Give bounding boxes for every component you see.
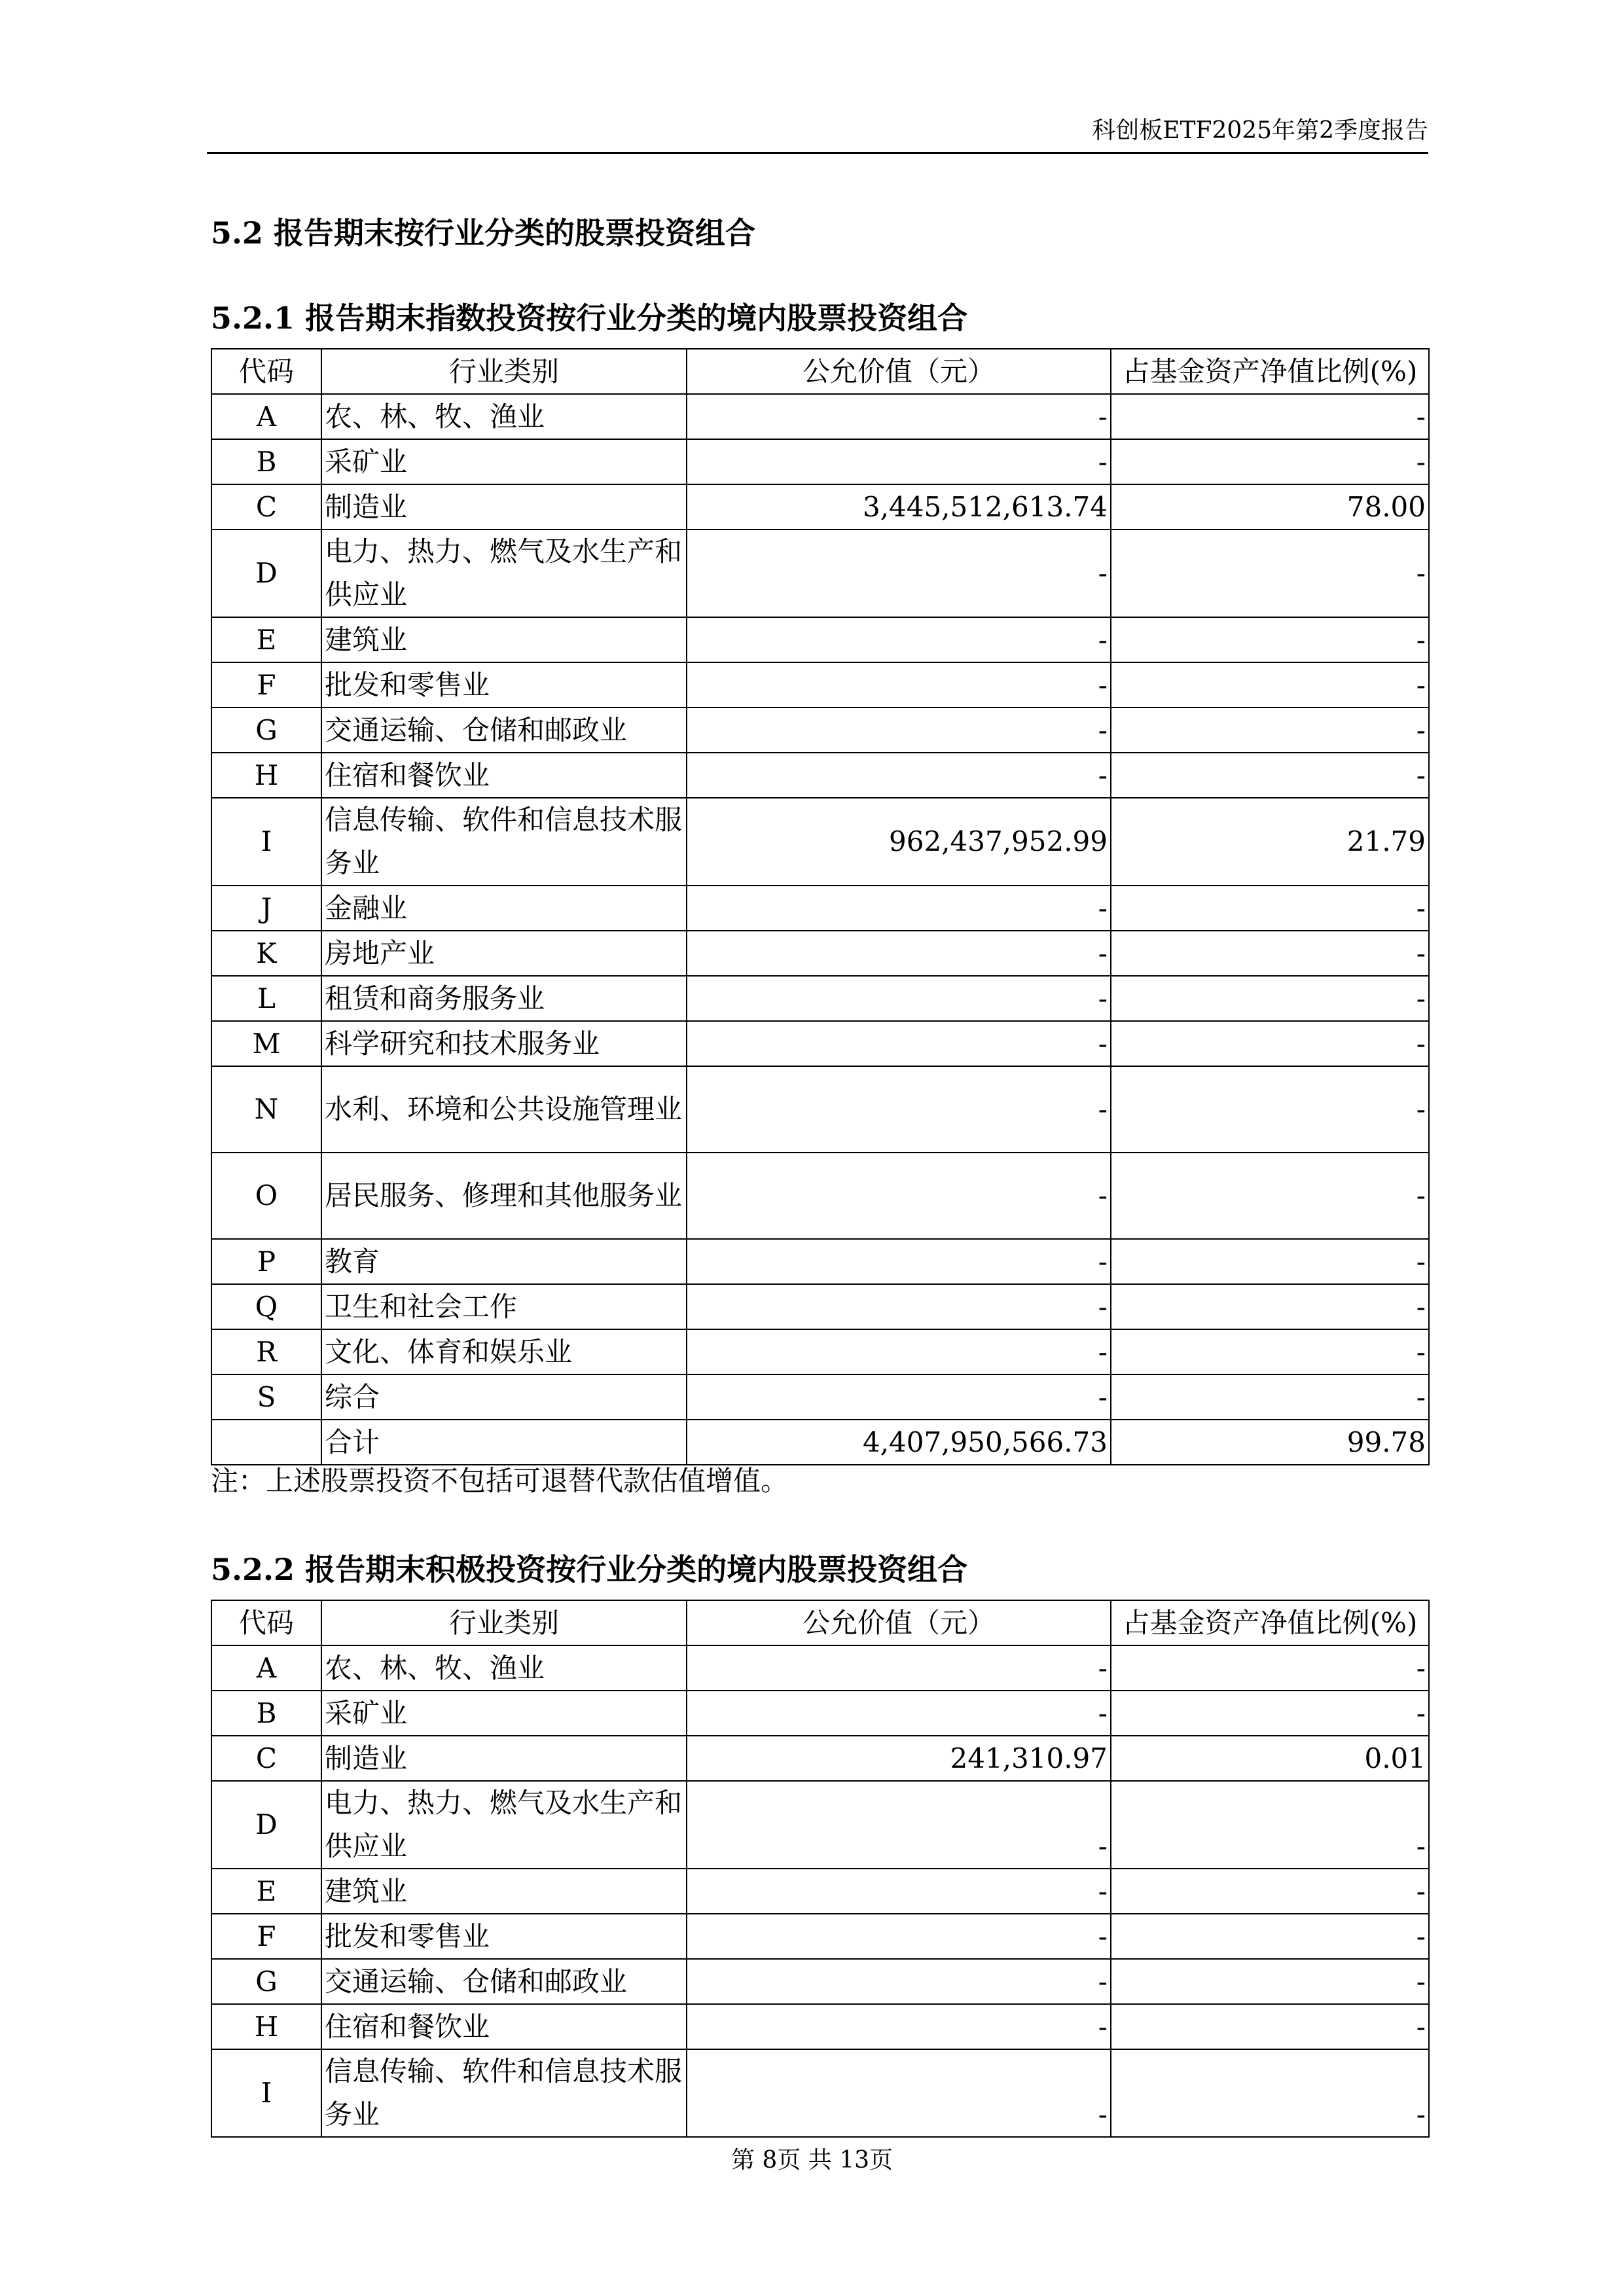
industry-code: E [211,1869,321,1914]
fair-value: - [687,394,1111,439]
nav-ratio: - [1111,1691,1429,1736]
fair-value: - [687,439,1111,484]
industry-code: C [211,484,321,529]
nav-ratio: - [1111,1153,1429,1239]
industry-code: S [211,1374,321,1420]
nav-ratio: - [1111,2049,1429,2137]
fair-value: - [687,1645,1111,1691]
nav-ratio: - [1111,1329,1429,1374]
table-row [211,1066,1429,1153]
fair-value: - [687,1959,1111,2004]
fair-value: - [687,529,1111,617]
nav-ratio: - [1111,1959,1429,2004]
fair-value: - [687,1869,1111,1914]
industry-code: D [211,1781,321,1869]
industry-name: 信息传输、软件和信息技术服务业 [321,2049,687,2137]
fair-value: 3,445,512,613.74 [687,484,1111,529]
industry-name: 卫生和社会工作 [321,1284,687,1329]
industry-code: P [211,1239,321,1284]
table-row [211,662,1429,708]
industry-code: B [211,1691,321,1736]
industry-name: 采矿业 [321,1691,687,1736]
table-row [211,394,1429,439]
fair-value: - [687,1021,1111,1066]
fair-value: 962,437,952.99 [687,798,1111,886]
fair-value: - [687,886,1111,931]
industry-code: G [211,708,321,753]
table-row [211,1869,1429,1914]
nav-ratio: 99.78 [1111,1420,1429,1465]
table-row [211,708,1429,753]
industry-name: 综合 [321,1374,687,1420]
industry-name: 电力、热力、燃气及水生产和供应业 [321,529,687,617]
nav-ratio: - [1111,976,1429,1021]
table-header-row [211,349,1429,394]
fair-value: - [687,753,1111,798]
nav-ratio: - [1111,394,1429,439]
table2-title: 5.2.2 报告期末积极投资按行业分类的境内股票投资组合 [211,1552,968,1587]
nav-ratio: - [1111,1781,1429,1869]
table-row [211,1021,1429,1066]
table-row [211,1959,1429,2004]
nav-ratio: - [1111,1021,1429,1066]
fair-value: - [687,1329,1111,1374]
industry-name: 金融业 [321,886,687,931]
industry-code: L [211,976,321,1021]
industry-name: 房地产业 [321,931,687,976]
industry-code: F [211,662,321,708]
table-row [211,1153,1429,1239]
column-header: 占基金资产净值比例(%) [1111,349,1429,394]
fair-value: - [687,1374,1111,1420]
nav-ratio: - [1111,2004,1429,2049]
fair-value: - [687,1153,1111,1239]
industry-code: H [211,2004,321,2049]
nav-ratio: - [1111,439,1429,484]
industry-name: 批发和零售业 [321,1914,687,1959]
nav-ratio: - [1111,1645,1429,1691]
nav-ratio: - [1111,529,1429,617]
industry-code: M [211,1021,321,1066]
table-row [211,1329,1429,1374]
nav-ratio: 0.01 [1111,1736,1429,1781]
table-header-row [211,1600,1429,1645]
section-title: 5.2 报告期末按行业分类的股票投资组合 [211,215,756,251]
nav-ratio: 21.79 [1111,798,1429,886]
fair-value: - [687,2049,1111,2137]
fair-value: - [687,662,1111,708]
industry-name: 建筑业 [321,1869,687,1914]
page-footer: 第 8页 共 13页 [731,2147,893,2174]
industry-code: A [211,394,321,439]
fair-value: - [687,1914,1111,1959]
nav-ratio: - [1111,753,1429,798]
fair-value: 241,310.97 [687,1736,1111,1781]
table-row [211,2004,1429,2049]
table-row [211,1239,1429,1284]
nav-ratio: - [1111,1284,1429,1329]
table-row [211,529,1429,617]
nav-ratio: - [1111,1914,1429,1959]
nav-ratio: 78.00 [1111,484,1429,529]
table-row [211,1284,1429,1329]
column-header: 公允价值（元） [687,349,1111,394]
industry-code: C [211,1736,321,1781]
table-row [211,753,1429,798]
fair-value: - [687,976,1111,1021]
industry-name: 制造业 [321,1736,687,1781]
nav-ratio: - [1111,617,1429,662]
nav-ratio: - [1111,662,1429,708]
table-row [211,886,1429,931]
nav-ratio: - [1111,1869,1429,1914]
industry-name: 文化、体育和娱乐业 [321,1329,687,1374]
fair-value: - [687,1781,1111,1869]
nav-ratio: - [1111,931,1429,976]
industry-code: E [211,617,321,662]
industry-name: 居民服务、修理和其他服务业 [321,1153,687,1239]
industry-code: I [211,2049,321,2137]
table-row [211,1645,1429,1691]
industry-code: Q [211,1284,321,1329]
industry-name: 交通运输、仓储和邮政业 [321,1959,687,2004]
fair-value: - [687,1066,1111,1153]
industry-name: 制造业 [321,484,687,529]
industry-code: N [211,1066,321,1153]
fair-value: 4,407,950,566.73 [687,1420,1111,1465]
industry-name: 水利、环境和公共设施管理业 [321,1066,687,1153]
industry-code: A [211,1645,321,1691]
industry-name: 采矿业 [321,439,687,484]
column-header: 公允价值（元） [687,1600,1111,1645]
industry-code: F [211,1914,321,1959]
page-header [207,110,1428,154]
fair-value: - [687,617,1111,662]
industry-code: R [211,1329,321,1374]
table-row [211,1691,1429,1736]
fair-value: - [687,708,1111,753]
industry-code: H [211,753,321,798]
table-row [211,1781,1429,1869]
industry-code: G [211,1959,321,2004]
table-row [211,1374,1429,1420]
column-header: 代码 [211,349,321,394]
fair-value: - [687,1284,1111,1329]
table-row [211,1914,1429,1959]
industry-name: 批发和零售业 [321,662,687,708]
nav-ratio: - [1111,1239,1429,1284]
header-title: 科创板ETF2025年第2季度报告 [1092,117,1428,144]
table-row [211,2049,1429,2137]
table-row [211,976,1429,1021]
table-row [211,798,1429,886]
table-row [211,931,1429,976]
fair-value: - [687,931,1111,976]
nav-ratio: - [1111,1374,1429,1420]
fair-value: - [687,1239,1111,1284]
industry-name: 住宿和餐饮业 [321,753,687,798]
table1-note: 注：上述股票投资不包括可退替代款估值增值。 [211,1465,789,1497]
industry-name: 电力、热力、燃气及水生产和供应业 [321,1781,687,1869]
table-row [211,1420,1429,1465]
industry-code: J [211,886,321,931]
table1-title: 5.2.1 报告期末指数投资按行业分类的境内股票投资组合 [211,300,968,336]
industry-code: I [211,798,321,886]
industry-name: 教育 [321,1239,687,1284]
table-row [211,617,1429,662]
nav-ratio: - [1111,708,1429,753]
industry-name: 交通运输、仓储和邮政业 [321,708,687,753]
industry-code: K [211,931,321,976]
nav-ratio: - [1111,1066,1429,1153]
industry-code: O [211,1153,321,1239]
column-header: 占基金资产净值比例(%) [1111,1600,1429,1645]
nav-ratio: - [1111,886,1429,931]
industry-name: 合计 [321,1420,687,1465]
column-header: 行业类别 [321,349,687,394]
table-row [211,1736,1429,1781]
industry-name: 农、林、牧、渔业 [321,1645,687,1691]
table-indexed-investment [211,348,1430,1465]
industry-code: D [211,529,321,617]
industry-name: 农、林、牧、渔业 [321,394,687,439]
industry-name: 租赁和商务服务业 [321,976,687,1021]
column-header: 行业类别 [321,1600,687,1645]
column-header: 代码 [211,1600,321,1645]
industry-name: 住宿和餐饮业 [321,2004,687,2049]
table-row [211,439,1429,484]
industry-name: 科学研究和技术服务业 [321,1021,687,1066]
table-row [211,484,1429,529]
industry-code: B [211,439,321,484]
table-active-investment [211,1600,1430,2138]
industry-code [211,1420,321,1465]
fair-value: - [687,1691,1111,1736]
fair-value: - [687,2004,1111,2049]
industry-name: 建筑业 [321,617,687,662]
industry-name: 信息传输、软件和信息技术服务业 [321,798,687,886]
